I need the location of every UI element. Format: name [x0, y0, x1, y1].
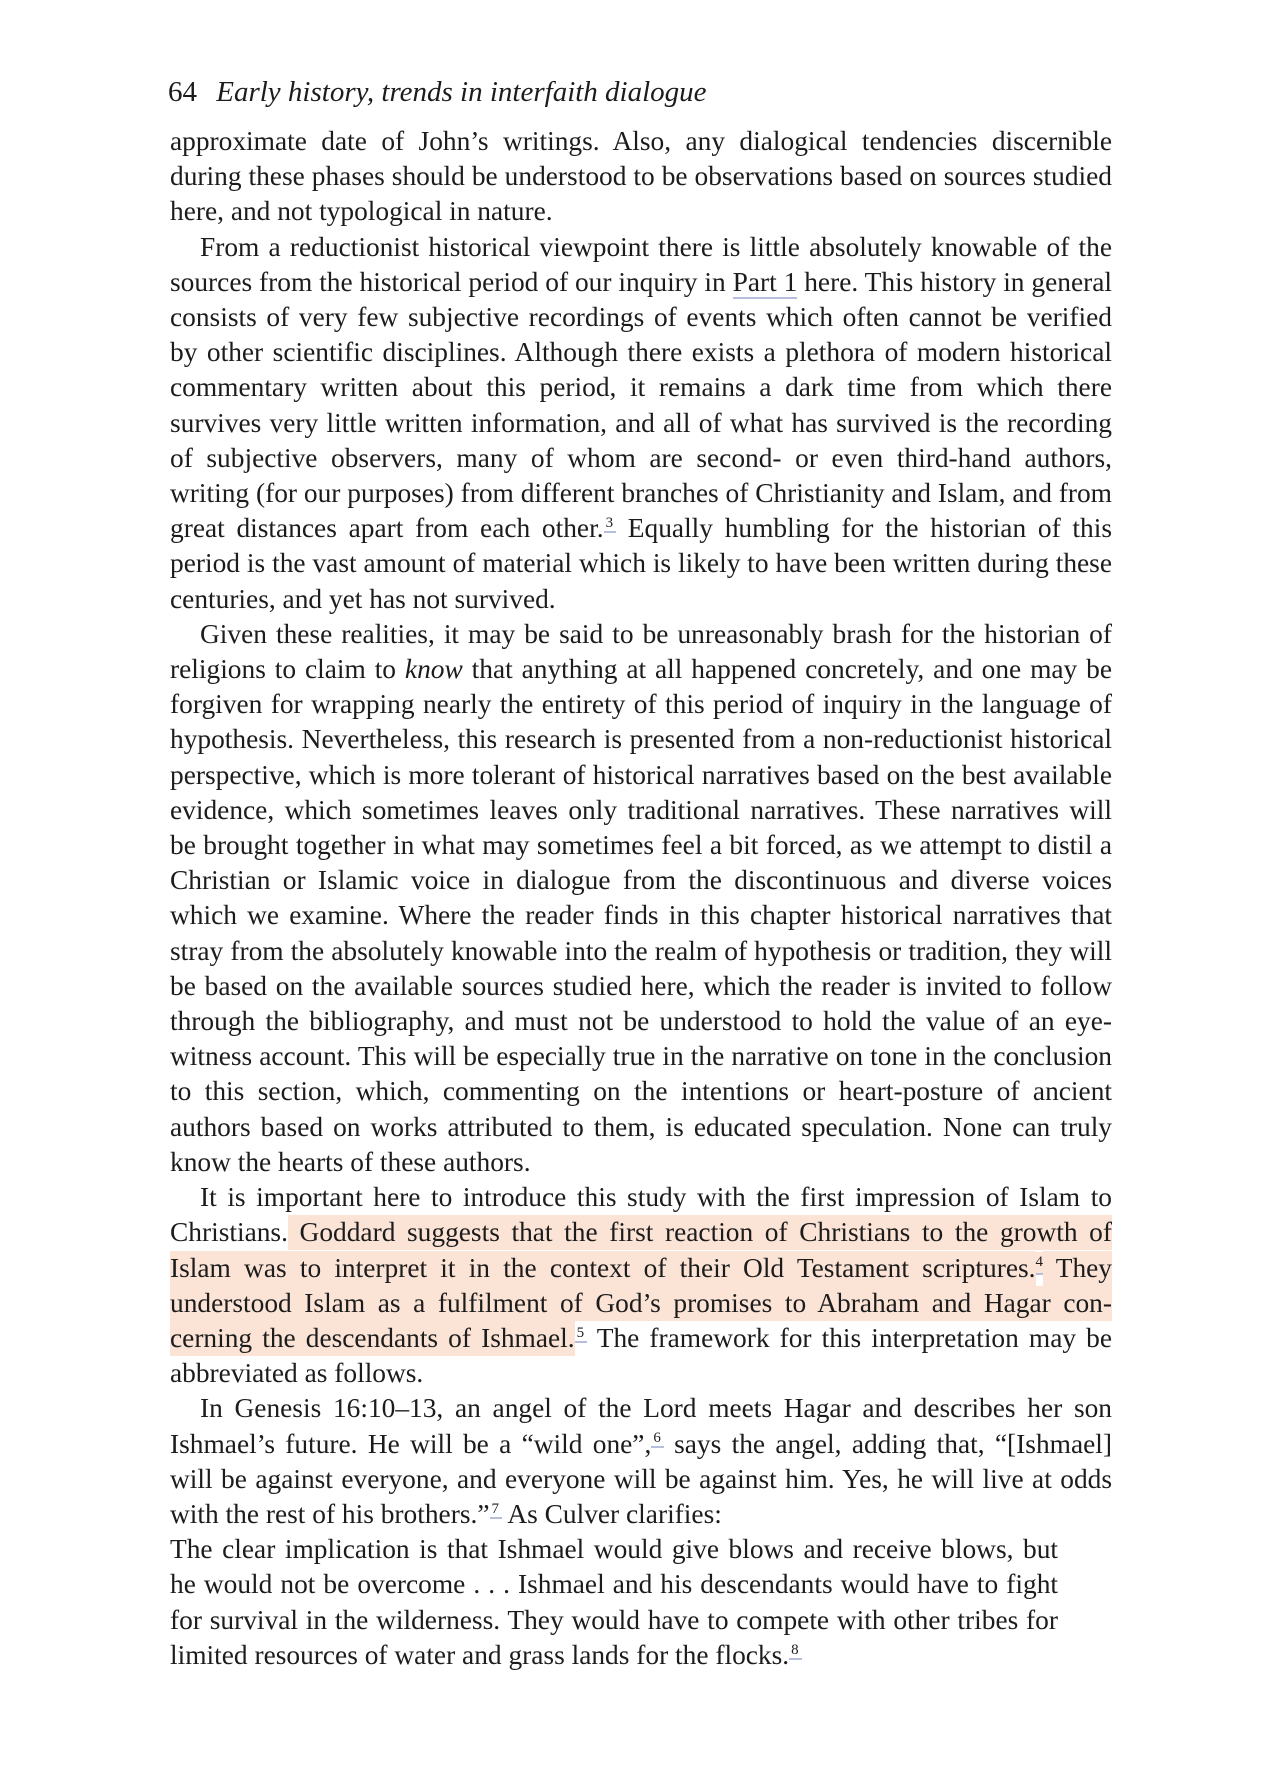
- block-quote: [170, 1532, 1058, 1673]
- part-1-link[interactable]: Part 1: [732, 266, 798, 297]
- paragraph-2: [170, 230, 1112, 617]
- emphasis-know: know: [404, 654, 463, 685]
- paragraph-4-text-a: It is important here to introduce this study with the first impression of Islam to Christians.: [170, 1182, 1112, 1248]
- footnote-6-link[interactable]: 6: [651, 1430, 664, 1448]
- paragraph-1: [170, 124, 1112, 230]
- paragraph-2-text-a: From a reductionist historical viewpoint there is little absolutely knowable of the sources from the historical period of our inquiry in: [170, 231, 1112, 297]
- footnote-3-link[interactable]: 3: [604, 515, 617, 533]
- footnote-5-link[interactable]: 5: [575, 1325, 588, 1343]
- paragraph-4-text-b: The framework for this interpretation may be abbreviated as follows.: [170, 1322, 1112, 1389]
- paragraph-5-text-a: In Genesis 16:10–13, an angel of the Lord meets Hagar and describes her son Ishmael’s future. He will be a “wild one”,: [170, 1393, 1112, 1459]
- highlight-goddard-b[interactable]: They understood Islam as a fulfilment of God’s promises to Abraham and Hagar concerning the descendants of Ishmael.: [170, 1251, 1112, 1356]
- paragraph-3-text-b: that anything at all happened concretely, and one may be forgiven for wrapping nearly the entirety of this period of inquiry in the language of hypothesis. Nevertheless, this research is presented from a non-reductionist historical perspective, which is more tolerant of historical narratives based on the best available evidence, which sometimes leaves only traditional narratives. These narratives will be brought together in what may sometimes feel a bit forced, as we attempt to distil a Christian or Islamic voice in dialogue from the discontinuous and diverse voices which we examine. Where the reader finds in this chapter historical narratives that stray from the absolutely knowable into the realm of hypothesis or tradition, they will be based on the available sources studied here, which the reader is invited to follow through the bibliography, and must not be understood to hold the value of an eye-witness account. This will be especially true in the narrative on tone in the conclusion to this section, which, commenting on the intentions or heart-posture of ancient authors based on works attributed to them, is educated speculation. None can truly know the hearts of these authors.: [170, 654, 1112, 1177]
- block-quote-text: The clear implication is that Ishmael would give blows and receive blows, but he would not be overcome . . . Ishmael and his descendants would have to fight for survival in the wilderness. They would have to compete with other tribes for limited resources of water and grass lands for the flocks.: [170, 1534, 1058, 1670]
- paragraph-2-text-c: Equally humbling for the historian of this period is the vast amount of material which is likely to have been written during these centuries, and yet has not survived.: [170, 513, 1112, 614]
- highlight-goddard-a[interactable]: Goddard suggests that the first reaction of Christians to the growth of Islam was to interpret it in the context of their Old Testament scriptures.: [170, 1215, 1112, 1285]
- footnote-4-link[interactable]: 4: [1036, 1252, 1044, 1275]
- paragraph-2-text-b: here. This history in general consists of very few subjective recordings of events which often cannot be verified by other scientific disciplines. Although there exists a plethora of modern historical commentary written about this period, it remains a dark time from which there survives very little written information, and all of what has survived is the recording of subjective observers, many of whom are second- or even third-hand authors, writing (for our purposes) from different branches of Christianity and Islam, and from great distances apart from each other.: [170, 266, 1112, 544]
- paragraph-5-text-c: As Culver clarifies:: [502, 1498, 722, 1529]
- running-header: [168, 72, 707, 112]
- paragraph-3: [170, 617, 1112, 1180]
- footnote-7-link[interactable]: 7: [490, 1501, 503, 1519]
- page-body: [170, 124, 1112, 1673]
- page-number: 64: [168, 76, 197, 108]
- paragraph-1-text: approximate date of John’s writings. Also, any dialogical tendencies discernible during these phases should be understood to be observations based on sources studied here, and not typological in nature.: [170, 126, 1112, 227]
- paragraph-3-text-a: Given these realities, it may be said to be unreasonably brash for the historian of religions to claim to: [170, 618, 1112, 685]
- paragraph-5: [170, 1391, 1112, 1532]
- paragraph-5-text-b: says the angel, adding that, “[Ishmael] will be against everyone, and everyone will be against him. Yes, he will live at odds with the rest of his brothers.”: [170, 1428, 1112, 1529]
- paragraph-4: [170, 1180, 1112, 1391]
- footnote-8-link[interactable]: 8: [789, 1642, 802, 1660]
- running-title: Early history, trends in interfaith dialogue: [216, 76, 707, 108]
